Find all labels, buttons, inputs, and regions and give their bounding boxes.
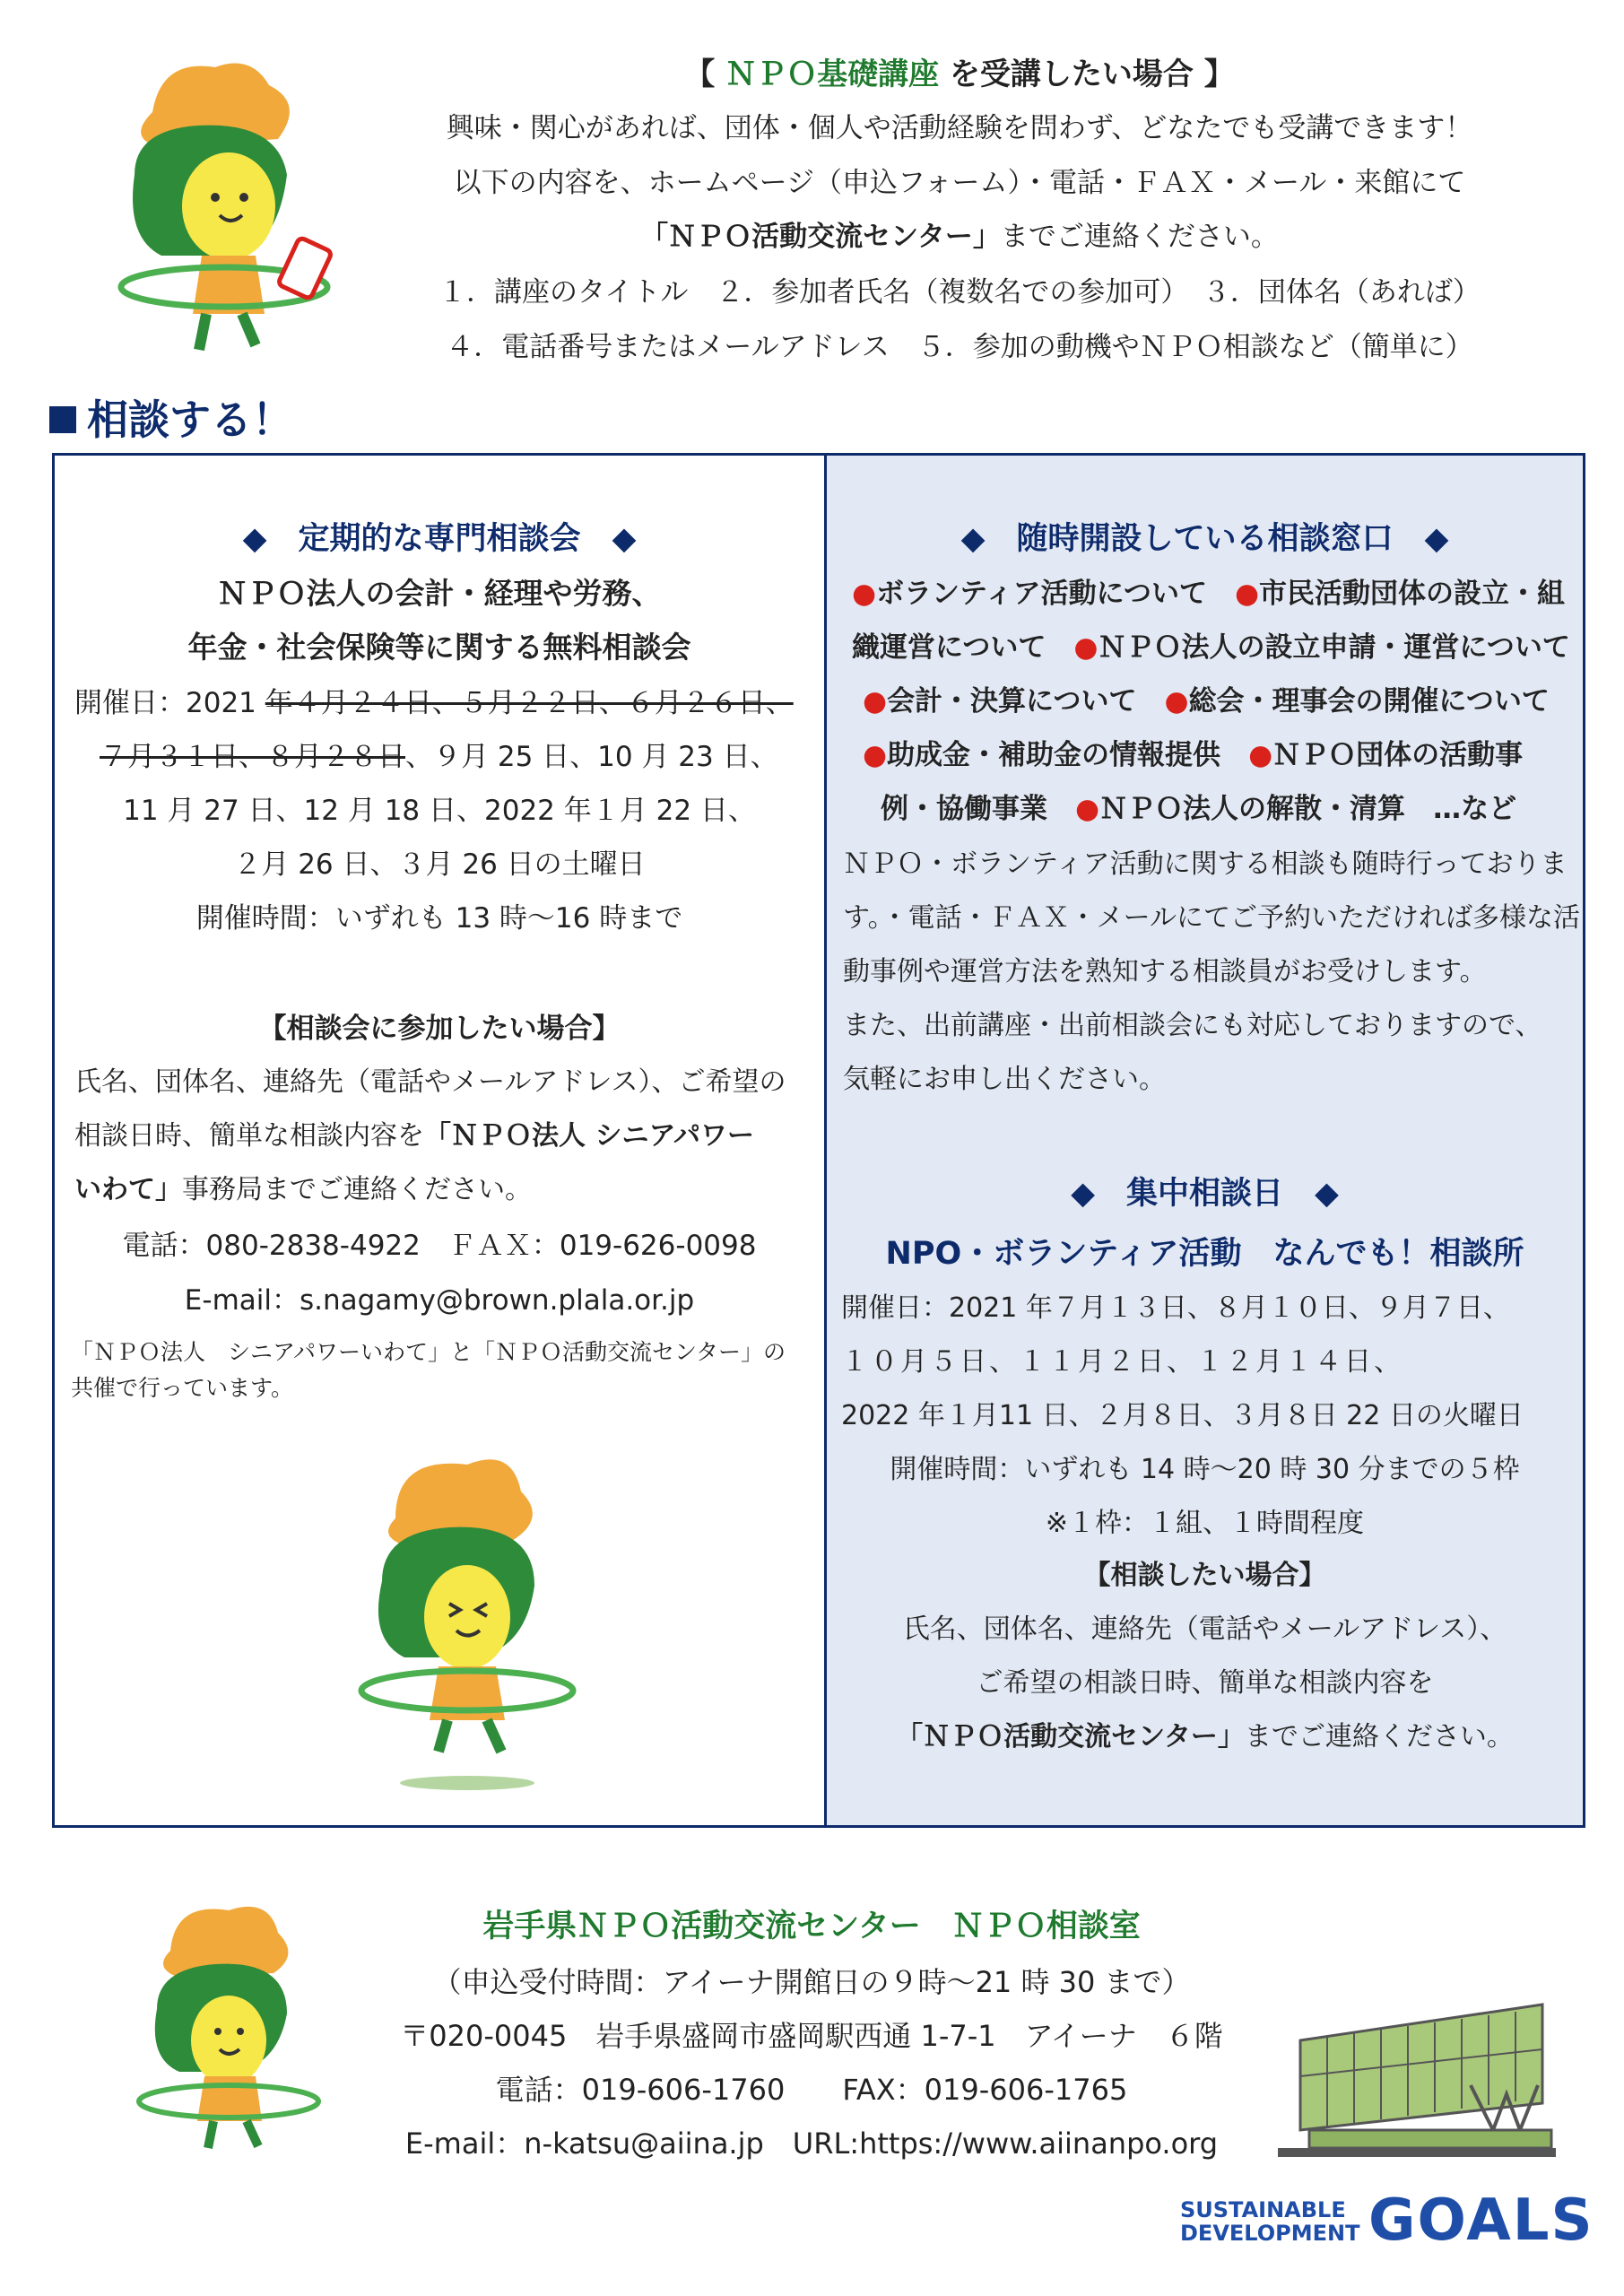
footer-hours: （申込受付時間：アイーナ開館日の９時～21 時 30 まで） — [432, 1965, 1191, 1999]
phone-line: 電話：080-2838-4922 ＦＡＸ：019-626-0098 — [122, 1230, 757, 1262]
footer-phone: 電話：019-606-1760 FAX：019-606-1765 — [495, 2073, 1128, 2107]
focus-date-line: 2022 年１月11 日、２月８日、３月８日 22 日の火曜日 — [841, 1400, 1524, 1431]
course-item-line: ４．電話番号またはメールアドレス ５．参加の動機やＮＰＯ相談など（簡単に） — [446, 331, 1473, 363]
left-subtitle: ＮＰＯ法人の会計・経理や労務、 — [217, 576, 662, 611]
focus-title: NPO・ボランティア活動 なんでも！相談所 — [885, 1236, 1524, 1272]
join-line: いわて」事務局までご連絡ください。 — [74, 1174, 532, 1205]
sdgs-logo-text: SUSTAINABLE DEVELOPMENT — [1180, 2197, 1360, 2246]
desc-line: 気軽にお申し出ください。 — [843, 1064, 1166, 1095]
course-title: 【 ＮＰＯ基礎講座 を受講したい場合 】 — [684, 57, 1235, 92]
desc-line: ＮＰＯ・ボランティア活動に関する相談も随時行っておりま — [843, 848, 1568, 880]
time-line: 開催時間：いずれも 13 時～16 時まで — [195, 902, 683, 935]
course-info-block — [377, 49, 1542, 372]
left-heading: ◆ 定期的な専門相談会 ◆ — [242, 521, 637, 557]
topic-line: ●ボランティア活動について ●市民活動団体の設立・組 — [852, 578, 1566, 610]
right-column — [827, 456, 1583, 1825]
course-desc-line: 以下の内容を、ホームページ（申込フォーム）・電話・ＦＡＸ・メール・来館にて — [453, 167, 1466, 199]
section-heading: 相談する！ — [49, 387, 293, 447]
topic-line: 織運営について ●ＮＰＯ法人の設立申請・運営について — [852, 631, 1570, 664]
focus-date-line: １０月５日、１１月２日、１２月１４日、 — [841, 1346, 1403, 1378]
right-heading: ◆ 随時開設している相談窓口 ◆ — [960, 521, 1449, 557]
focus-note: ※１枠：１組、１時間程度 — [1045, 1508, 1365, 1539]
building-illustration — [1273, 1996, 1560, 2161]
email-line: E-mail：s.nagamy@brown.plala.or.jp — [184, 1284, 695, 1317]
desc-line: す。・電話・ＦＡＸ・メールにてご予約いただければ多様な活 — [843, 902, 1580, 934]
footer-contact — [341, 1901, 1282, 2188]
focus-time: 開催時間：いずれも 14 時～20 時 30 分までの５枠 — [890, 1454, 1520, 1485]
footer-title: 岩手県ＮＰＯ活動交流センター ＮＰＯ相談室 — [482, 1909, 1141, 1944]
sdgs-goals-text: GOALS — [1368, 2187, 1594, 2254]
consultation-box — [52, 453, 1585, 1828]
focus-join-line: 氏名、団体名、連絡先（電話やメールアドレス）、 — [902, 1613, 1507, 1645]
topic-line: ●会計・決算について ●総会・理事会の開催について — [863, 685, 1550, 718]
focus-join-heading: 【相談したい場合】 — [1083, 1560, 1326, 1591]
left-subtitle: 年金・社会保険等に関する無料相談会 — [187, 630, 691, 665]
desc-line: 動事例や運営方法を熟知する相談員がお受けします。 — [843, 956, 1487, 987]
square-bullet-icon — [49, 406, 76, 433]
join-line: 相談日時、簡単な相談内容を「ＮＰＯ法人 シニアパワー — [74, 1120, 755, 1152]
course-desc-line: 興味・関心があれば、団体・個人や活動経験を問わず、どなたでも受講できます！ — [446, 112, 1473, 144]
join-heading: 【相談会に参加したい場合】 — [258, 1013, 621, 1045]
mascot-illustration-bottom — [126, 1897, 350, 2157]
mascot-illustration-middle — [342, 1438, 602, 1796]
course-desc-line: 「ＮＰＯ活動交流センター」までご連絡ください。 — [640, 221, 1279, 253]
topic-line: ●助成金・補助金の情報提供 ●ＮＰＯ団体の活動事 — [863, 739, 1524, 771]
date-line: 11 月 27 日、12 月 18 日、2022 年１月 22 日、 — [123, 795, 756, 827]
course-item-line: １．講座のタイトル ２．参加者氏名（複数名での参加可） ３．団体名（あれば） — [439, 276, 1481, 309]
sdgs-logo — [1180, 2187, 1594, 2256]
footer-email: E-mail：n-katsu@aiina.jp URL:https://www.aiinanpo.org — [404, 2126, 1219, 2161]
topic-line: 例・協働事業 ●ＮＰＯ法人の解散・清算 …など — [881, 793, 1517, 825]
mascot-illustration-top — [99, 49, 350, 363]
focus-heading: ◆ 集中相談日 ◆ — [1071, 1176, 1339, 1212]
date-line: ２月 26 日、３月 26 日の土曜日 — [233, 848, 646, 881]
footer-address: 〒020-0045 岩手県盛岡市盛岡駅西通 1-7-1 アイーナ ６階 — [400, 2019, 1223, 2053]
focus-join-line: 「ＮＰＯ活動交流センター」までご連絡ください。 — [896, 1721, 1514, 1752]
desc-line: また、出前講座・出前相談会にも対応しておりますので、 — [843, 1010, 1542, 1041]
focus-join-line: ご希望の相談日時、簡単な相談内容を — [976, 1667, 1434, 1699]
focus-date-line: 開催日：2021 年７月１３日、８月１０日、９月７日、 — [841, 1292, 1510, 1324]
left-column — [55, 456, 827, 1825]
cohost-note: 「ＮＰＯ法人 シニアパワーいわて」と「ＮＰＯ活動交流センター」の — [71, 1339, 786, 1365]
date-line: ７月３１日、８月２８日、９月 25 日、10 月 23 日、 — [100, 741, 778, 773]
date-line: 開催日：2021 年４月２４日、５月２２日、６月２６日、 — [74, 687, 794, 719]
join-line: 氏名、団体名、連絡先（電話やメールアドレス）、ご希望の — [74, 1066, 786, 1098]
cohost-note: 共催で行っています。 — [71, 1375, 294, 1401]
